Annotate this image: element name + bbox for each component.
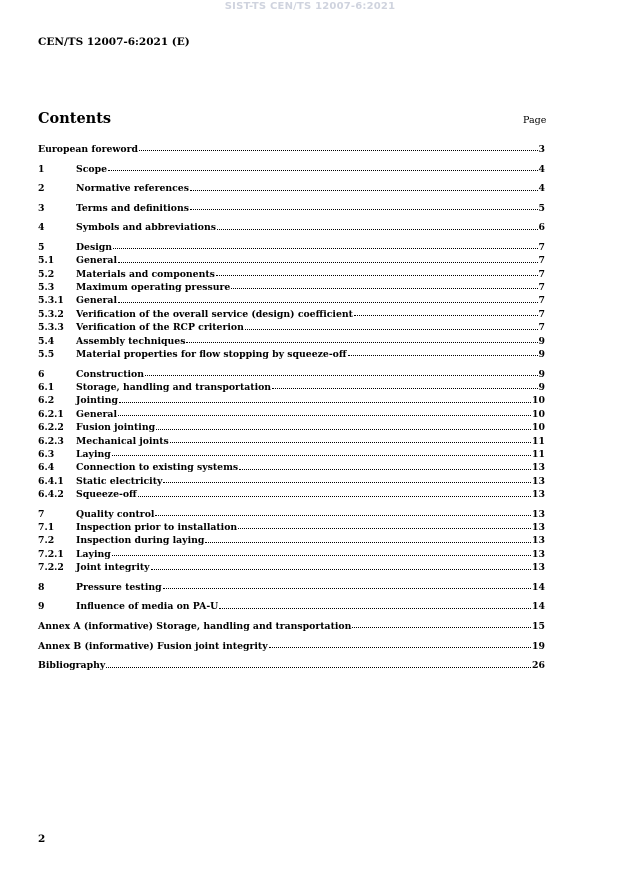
toc-entry-title: Inspection prior to installation bbox=[76, 522, 238, 534]
toc-entry-title: Bibliography bbox=[38, 660, 106, 672]
toc-entry-title: Squeeze-off bbox=[76, 489, 137, 501]
toc-entry-number: 5 bbox=[38, 241, 45, 253]
toc-entry[interactable] bbox=[38, 534, 545, 547]
page-column-label: Page bbox=[523, 115, 547, 126]
toc-entry-title: Verification of the overall service (design) coefficient bbox=[76, 308, 353, 320]
dot-leader bbox=[151, 568, 531, 570]
toc-entry-page: 10 bbox=[532, 395, 545, 407]
toc-entry-title: European foreword bbox=[38, 144, 138, 155]
toc-entry[interactable] bbox=[38, 381, 545, 394]
footer-page-number: 2 bbox=[38, 833, 46, 845]
dot-leader bbox=[139, 149, 538, 151]
toc-entry[interactable] bbox=[38, 408, 545, 421]
toc-entry[interactable] bbox=[38, 281, 545, 294]
toc-entry[interactable] bbox=[38, 268, 545, 281]
dot-leader bbox=[354, 314, 538, 316]
toc-entry-number: 6.2.1 bbox=[38, 408, 64, 420]
toc-entry-title: Static electricity bbox=[76, 475, 163, 487]
dot-leader bbox=[118, 261, 538, 263]
toc-entry-page: 4 bbox=[538, 163, 545, 175]
toc-entry-title: Pressure testing bbox=[76, 581, 162, 593]
toc-entry-number: 6.2 bbox=[38, 395, 55, 407]
toc-entry-page: 13 bbox=[532, 562, 545, 574]
toc-entry[interactable] bbox=[38, 143, 545, 156]
toc-entry[interactable] bbox=[38, 308, 545, 321]
toc-entry-title: Symbols and abbreviations bbox=[76, 222, 216, 234]
toc-entry-title: Material properties for flow stopping by squeeze-off bbox=[76, 349, 347, 361]
table-of-contents bbox=[38, 143, 545, 673]
toc-entry-title: General bbox=[76, 295, 117, 307]
toc-entry-title: Laying bbox=[76, 548, 111, 560]
dot-leader bbox=[138, 495, 531, 497]
toc-entry-title: General bbox=[76, 255, 117, 267]
dot-leader bbox=[155, 514, 531, 516]
dot-leader bbox=[269, 646, 531, 648]
toc-entry[interactable] bbox=[38, 421, 545, 434]
toc-entry[interactable] bbox=[38, 241, 545, 254]
dot-leader bbox=[112, 454, 531, 456]
toc-entry-page: 7 bbox=[538, 268, 545, 280]
toc-entry-number: 1 bbox=[38, 163, 45, 175]
toc-entry-title: Annex A (informative) Storage, handling and transportation bbox=[38, 620, 352, 632]
toc-entry-page: 7 bbox=[538, 255, 545, 267]
toc-entry-page: 3 bbox=[538, 144, 545, 155]
toc-entry[interactable] bbox=[38, 475, 545, 488]
toc-entry-number: 5.1 bbox=[38, 255, 55, 267]
toc-entry-number: 6 bbox=[38, 368, 45, 380]
toc-entry-number: 6.1 bbox=[38, 381, 55, 393]
toc-entry-number: 8 bbox=[38, 581, 45, 593]
toc-entry[interactable] bbox=[38, 394, 545, 407]
toc-entry-page: 9 bbox=[538, 335, 545, 347]
toc-entry-number: 6.4.2 bbox=[38, 489, 64, 501]
toc-entry-title: Inspection during laying bbox=[76, 535, 205, 547]
dot-leader bbox=[106, 666, 531, 668]
dot-leader bbox=[112, 554, 531, 556]
toc-entry-title: Quality control bbox=[76, 508, 155, 520]
toc-entry-number: 7 bbox=[38, 508, 45, 520]
toc-entry-number: 5.2 bbox=[38, 268, 55, 280]
toc-entry-number: 5.3.2 bbox=[38, 308, 64, 320]
toc-entry[interactable] bbox=[38, 488, 545, 501]
toc-entry-page: 19 bbox=[532, 640, 545, 652]
toc-entry-number: 7.2 bbox=[38, 535, 55, 547]
toc-entry-number: 9 bbox=[38, 601, 45, 613]
toc-entry-number: 2 bbox=[38, 183, 45, 195]
toc-entry-page: 9 bbox=[538, 368, 545, 380]
dot-leader bbox=[239, 468, 531, 470]
toc-entry-title: General bbox=[76, 408, 117, 420]
toc-entry-title: Laying bbox=[76, 448, 111, 460]
toc-entry[interactable] bbox=[38, 348, 545, 361]
toc-entry-title: Connection to existing systems bbox=[76, 462, 239, 474]
toc-entry-page: 4 bbox=[538, 183, 545, 195]
watermark: SIST-TS CEN/TS 12007-6:2021 bbox=[224, 1, 396, 12]
toc-entry-page: 7 bbox=[538, 308, 545, 320]
toc-entry-number: 6.3 bbox=[38, 448, 55, 460]
dot-leader bbox=[272, 387, 537, 389]
toc-entry-number: 5.3.3 bbox=[38, 322, 64, 334]
toc-entry-page: 11 bbox=[532, 435, 545, 447]
toc-entry-page: 9 bbox=[538, 381, 545, 393]
toc-entry[interactable] bbox=[38, 335, 545, 348]
toc-entry-page: 11 bbox=[532, 448, 545, 460]
toc-entry-page: 13 bbox=[532, 522, 545, 534]
toc-entry[interactable] bbox=[38, 163, 545, 176]
toc-entry-title: Design bbox=[76, 241, 113, 253]
toc-entry[interactable] bbox=[38, 620, 545, 633]
toc-entry[interactable] bbox=[38, 548, 545, 561]
toc-entry-title: Joint integrity bbox=[76, 562, 150, 574]
toc-entry[interactable] bbox=[38, 659, 545, 672]
toc-entry-page: 14 bbox=[532, 581, 545, 593]
document-id-header: CEN/TS 12007-6:2021 (E) bbox=[38, 36, 190, 48]
toc-entry-page: 9 bbox=[538, 349, 545, 361]
dot-leader bbox=[190, 189, 538, 191]
dot-leader bbox=[119, 401, 531, 403]
toc-entry-page: 13 bbox=[532, 489, 545, 501]
toc-entry-title: Fusion jointing bbox=[76, 422, 156, 434]
dot-leader bbox=[216, 274, 538, 276]
toc-entry-number: 6.2.3 bbox=[38, 435, 64, 447]
toc-entry[interactable] bbox=[38, 368, 545, 381]
dot-leader bbox=[245, 328, 538, 330]
toc-entry-page: 5 bbox=[538, 202, 545, 214]
toc-entry-title: Mechanical joints bbox=[76, 435, 169, 447]
toc-entry[interactable] bbox=[38, 182, 545, 195]
toc-entry-number: 6.4 bbox=[38, 462, 55, 474]
dot-leader bbox=[145, 374, 538, 376]
toc-entry[interactable] bbox=[38, 521, 545, 534]
toc-entry-page: 6 bbox=[538, 222, 545, 234]
dot-leader bbox=[348, 354, 538, 356]
toc-entry-title: Scope bbox=[76, 163, 107, 175]
toc-entry-number: 4 bbox=[38, 222, 45, 234]
toc-entry-page: 26 bbox=[532, 660, 545, 672]
toc-entry-number: 6.2.2 bbox=[38, 422, 64, 434]
toc-entry-title: Storage, handling and transportation bbox=[76, 381, 272, 393]
toc-entry[interactable] bbox=[38, 221, 545, 234]
toc-entry-title: Verification of the RCP criterion bbox=[76, 322, 244, 334]
toc-entry-page: 14 bbox=[532, 601, 545, 613]
dot-leader bbox=[156, 428, 531, 430]
toc-entry-page: 7 bbox=[538, 282, 545, 294]
toc-entry-title: Terms and definitions bbox=[76, 202, 189, 214]
toc-entry[interactable] bbox=[38, 202, 545, 215]
toc-entry-title: Maximum operating pressure bbox=[76, 282, 231, 294]
toc-entry[interactable] bbox=[38, 461, 545, 474]
toc-entry-title: Construction bbox=[76, 368, 144, 380]
toc-entry-title: Normative references bbox=[76, 183, 189, 195]
toc-entry[interactable] bbox=[38, 581, 545, 594]
toc-entry-title: Annex B (informative) Fusion joint integrity bbox=[38, 640, 268, 652]
toc-entry-number: 5.4 bbox=[38, 335, 55, 347]
dot-leader bbox=[108, 169, 538, 171]
dot-leader bbox=[219, 607, 531, 609]
dot-leader bbox=[186, 341, 537, 343]
toc-entry-number: 6.4.1 bbox=[38, 475, 64, 487]
toc-entry-page: 13 bbox=[532, 548, 545, 560]
dot-leader bbox=[170, 441, 531, 443]
toc-entry-number: 5.3.1 bbox=[38, 295, 64, 307]
toc-entry-number: 5.5 bbox=[38, 349, 55, 361]
toc-entry-page: 13 bbox=[532, 508, 545, 520]
toc-entry-title: Materials and components bbox=[76, 268, 215, 280]
toc-entry-number: 3 bbox=[38, 202, 45, 214]
dot-leader bbox=[163, 481, 531, 483]
toc-entry[interactable] bbox=[38, 600, 545, 613]
toc-entry-title: Jointing bbox=[76, 395, 118, 407]
contents-heading: Contents bbox=[38, 110, 112, 127]
toc-entry-page: 13 bbox=[532, 462, 545, 474]
toc-entry[interactable] bbox=[38, 435, 545, 448]
toc-entry-page: 7 bbox=[538, 241, 545, 253]
toc-entry[interactable] bbox=[38, 294, 545, 307]
dot-leader bbox=[217, 228, 538, 230]
toc-entry-page: 13 bbox=[532, 535, 545, 547]
dot-leader bbox=[118, 301, 538, 303]
dot-leader bbox=[205, 541, 531, 543]
toc-entry-number: 7.2.2 bbox=[38, 562, 64, 574]
dot-leader bbox=[352, 626, 531, 628]
toc-entry-page: 13 bbox=[532, 475, 545, 487]
toc-entry[interactable] bbox=[38, 508, 545, 521]
toc-entry-number: 7.2.1 bbox=[38, 548, 64, 560]
toc-entry[interactable] bbox=[38, 321, 545, 334]
dot-leader bbox=[118, 414, 531, 416]
dot-leader bbox=[231, 287, 537, 289]
toc-entry-title: Assembly techniques bbox=[76, 335, 186, 347]
toc-entry[interactable] bbox=[38, 448, 545, 461]
toc-entry-title: Influence of media on PA-U bbox=[76, 601, 219, 613]
toc-entry-page: 10 bbox=[532, 408, 545, 420]
toc-entry-number: 7.1 bbox=[38, 522, 55, 534]
dot-leader bbox=[190, 208, 538, 210]
dot-leader bbox=[238, 527, 531, 529]
toc-entry[interactable] bbox=[38, 561, 545, 574]
toc-entry[interactable] bbox=[38, 640, 545, 653]
toc-entry[interactable] bbox=[38, 254, 545, 267]
dot-leader bbox=[113, 247, 538, 249]
toc-entry-page: 15 bbox=[532, 620, 545, 632]
dot-leader bbox=[163, 587, 531, 589]
toc-entry-page: 7 bbox=[538, 322, 545, 334]
toc-entry-number: 5.3 bbox=[38, 282, 55, 294]
toc-entry-page: 7 bbox=[538, 295, 545, 307]
toc-entry-page: 10 bbox=[532, 422, 545, 434]
